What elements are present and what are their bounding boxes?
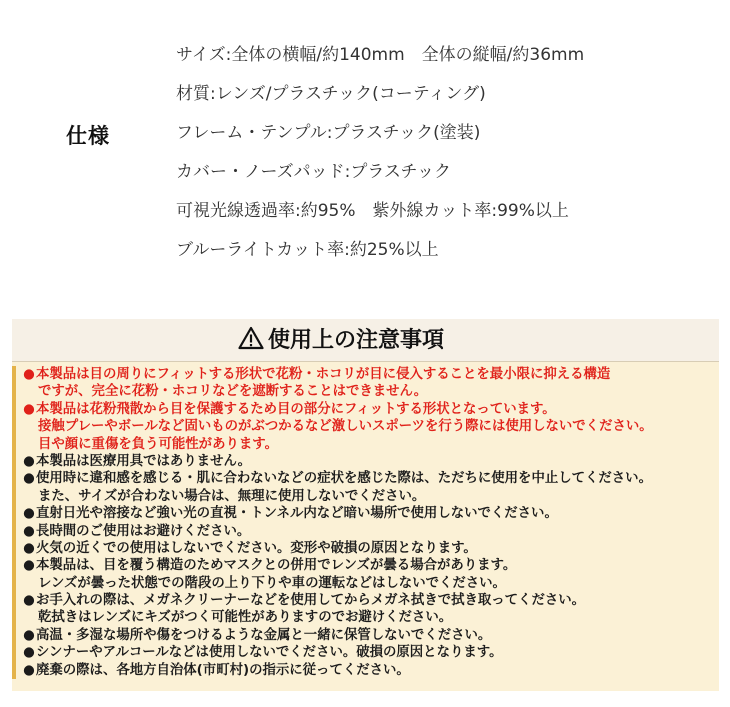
spec-list [176, 40, 584, 274]
caution-note-text: 直射日光や溶接など強い光の直視・トンネル内など暗い場所で使用しないでください。 [36, 506, 558, 522]
caution-note-text: レンズが曇った状態での階段の上り下りや車の運転などはしないでください。 [38, 575, 506, 591]
caution-note-line [12, 644, 719, 661]
spec-heading: 仕様 [66, 124, 110, 148]
caution-side-bar [12, 366, 16, 679]
bullet-icon: ● [23, 367, 35, 382]
caution-note-line [12, 383, 719, 400]
caution-note-line [12, 592, 719, 609]
caution-note-line [12, 366, 719, 383]
caution-note-text: 本製品は目の周りにフィットする形状で花粉・ホコリが目に侵入することを最小限に抑える構造 [36, 367, 611, 382]
bullet-icon: ● [23, 540, 35, 556]
caution-title-bar [12, 319, 719, 362]
caution-note-line [12, 662, 719, 679]
caution-note-text: 本製品は医療用具ではありません。 [36, 453, 252, 469]
bullet-icon: ● [23, 453, 35, 469]
caution-note-text: 乾拭きはレンズにキズがつく可能性がありますのでお避けください。 [38, 610, 453, 626]
bullet-icon: ● [23, 558, 35, 574]
caution-note-line [12, 575, 719, 592]
bullet-icon: ● [23, 506, 35, 522]
caution-note-text: 長時間のご使用はお避けください。 [36, 523, 251, 539]
caution-note-text: 廃棄の際は、各地方自治体(市町村)の指示に従ってください。 [36, 662, 410, 678]
caution-note-line [12, 523, 719, 540]
caution-note-text: 使用時に違和感を感じる・肌に合わないなどの症状を感じた際は、ただちに使用を中止してください。 [36, 471, 652, 487]
caution-note-text: 火気の近くでの使用はしないでください。変形や破損の原因となります。 [36, 540, 477, 556]
spec-line-material: 材質:レンズ/プラスチック(コーティング) [176, 84, 486, 104]
caution-panel [12, 319, 719, 691]
caution-note-line [12, 418, 719, 435]
bullet-icon: ● [23, 662, 35, 678]
caution-note-line [12, 401, 719, 418]
caution-notes [12, 366, 719, 679]
bullet-icon: ● [23, 401, 35, 417]
caution-note-text: シンナーやアルコールなどは使用しないでください。破損の原因となります。 [36, 645, 503, 661]
caution-note-line [12, 627, 719, 644]
bullet-icon: ● [23, 523, 35, 539]
caution-title: 使用上の注意事項 [268, 328, 445, 353]
caution-note-line [12, 505, 719, 522]
bullet-icon: ● [23, 645, 35, 661]
bullet-icon: ● [23, 593, 35, 609]
caution-title-wrap [238, 324, 444, 358]
spec-line-cover: カバー・ノーズパッド:プラスチック [176, 162, 452, 182]
caution-note-text: 本製品は花粉飛散から目を保護するため目の部分にフィットする形状となっています。 [36, 401, 556, 417]
caution-note-line [12, 557, 719, 574]
caution-note-line [12, 488, 719, 505]
caution-note-line [12, 453, 719, 470]
spec-line-bluelight: ブルーライトカット率:約25%以上 [176, 240, 439, 260]
spec-line-transmittance: 可視光線透過率:約95% 紫外線カット率:99%以上 [176, 201, 569, 221]
bullet-icon: ● [23, 471, 35, 487]
caution-note-text: 本製品は、目を覆う構造のためマスクとの併用でレンズが曇る場合があります。 [36, 558, 517, 574]
bullet-icon: ● [23, 627, 35, 643]
spec-line-frame: フレーム・テンプル:プラスチック(塗装) [176, 123, 481, 143]
caution-note-text: お手入れの際は、メガネクリーナーなどを使用してからメガネ拭きで拭き取ってください。 [36, 593, 586, 609]
caution-note-line [12, 609, 719, 626]
caution-note-line [12, 470, 719, 487]
caution-note-line [12, 540, 719, 557]
caution-note-line [12, 436, 719, 453]
caution-note-text: 目や顔に重傷を負う可能性があります。 [38, 436, 278, 452]
caution-note-text: また、サイズが合わない場合は、無理に使用しないでください。 [38, 488, 426, 504]
caution-note-text: 高温・多湿な場所や傷をつけるような金属と一緒に保管しないでください。 [36, 627, 492, 643]
spec-line-size: サイズ:全体の横幅/約140mm 全体の縦幅/約36mm [176, 45, 585, 65]
warning-triangle-icon [238, 326, 264, 350]
caution-note-text: ですが、完全に花粉・ホコリなどを遮断することはできません。 [38, 384, 428, 400]
caution-note-text: 接触プレーやボールなど固いものがぶつかるなど激しいスポーツを行う際には使用しないでください。 [38, 419, 653, 435]
